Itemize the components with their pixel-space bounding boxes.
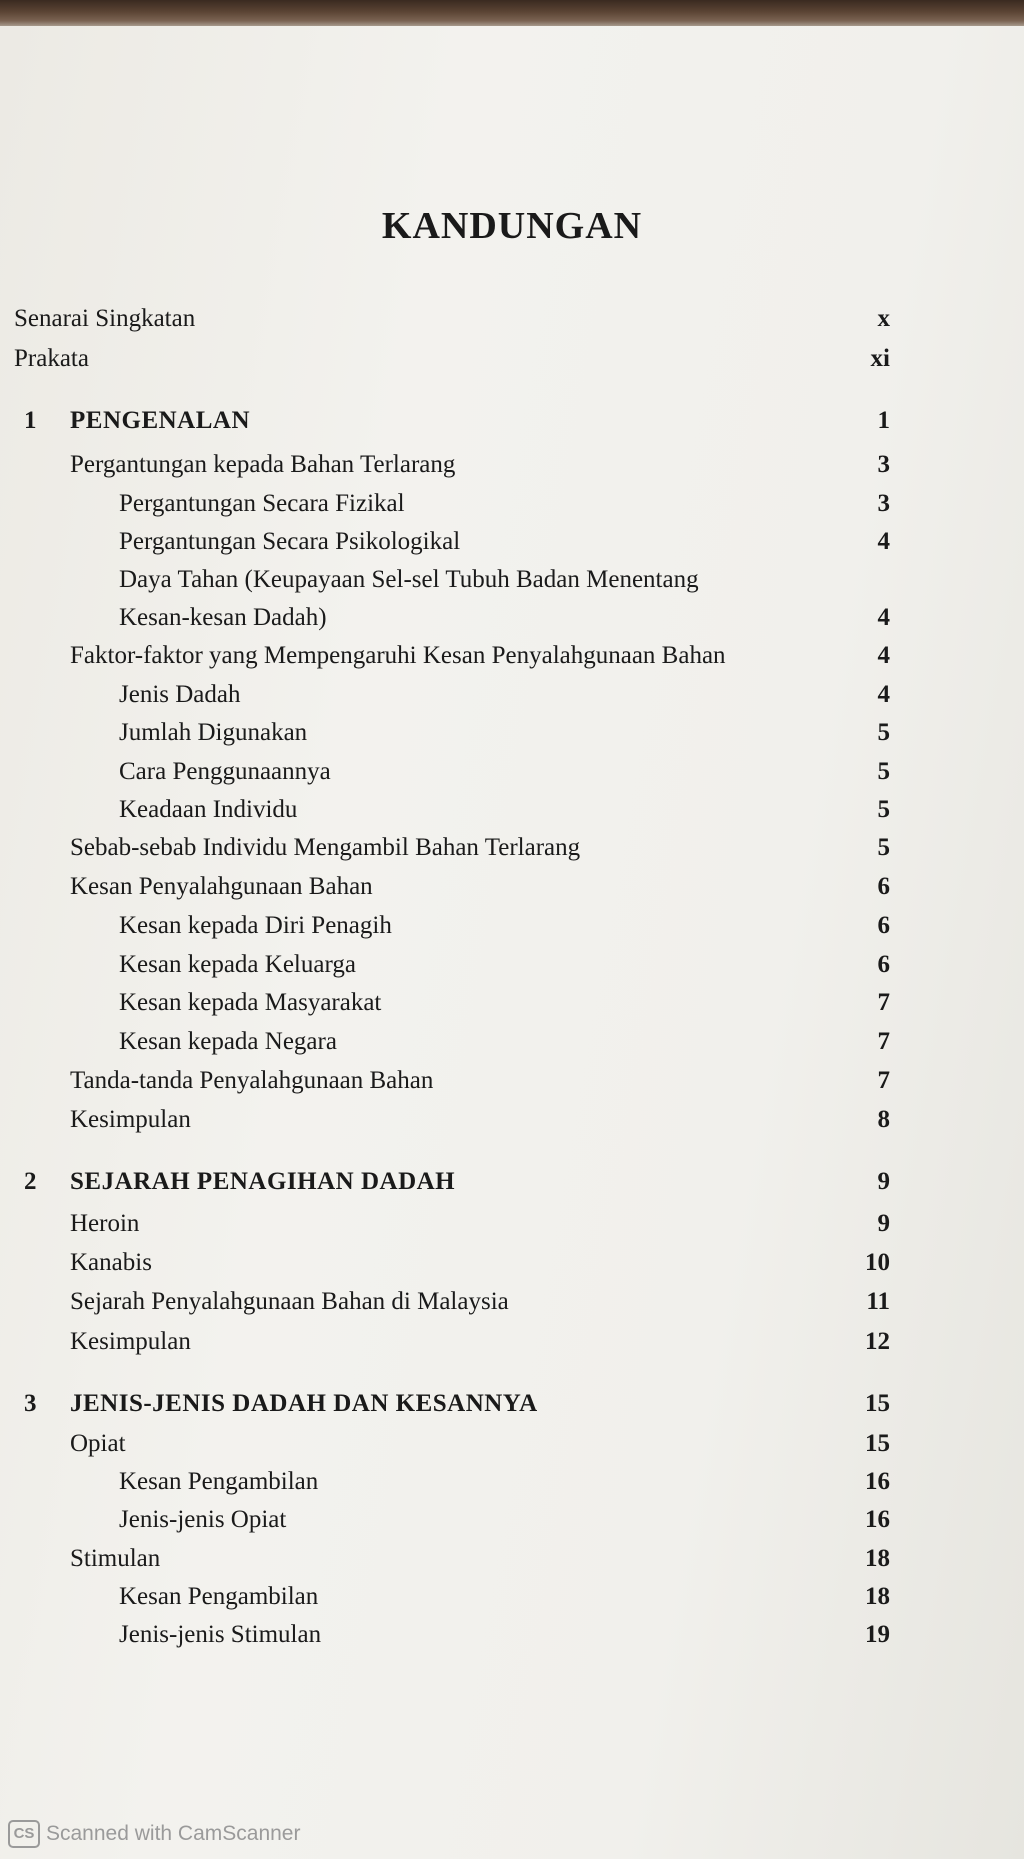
toc-page-number: 7 [877,1028,890,1055]
toc-entry: Kanabis [70,1249,152,1276]
toc-entry: Stimulan [70,1545,161,1572]
toc-subentry: Kesan Pengambilan [119,1468,319,1495]
toc-page-number: 6 [877,951,890,978]
toc-subentry: Kesan kepada Masyarakat [119,989,382,1016]
toc-page-number: 6 [877,912,890,939]
camscanner-logo-icon: CS [8,1820,40,1848]
toc-entry: Heroin [70,1210,140,1237]
toc-page-number: 4 [877,528,890,555]
toc-page-number: 3 [877,490,890,517]
toc-entry: Pergantungan kepada Bahan Terlarang [70,451,456,478]
scanner-watermark [8,1820,300,1848]
toc-subentry: Jenis Dadah [119,681,241,708]
toc-subentry: Jumlah Digunakan [119,719,308,746]
toc-page-number: 18 [865,1545,890,1572]
toc-page-number: 16 [865,1468,890,1495]
toc-subentry: Keadaan Individu [119,796,298,823]
toc-page-number: 6 [877,873,890,900]
toc-page-number: 4 [877,604,890,631]
toc-page-number: 5 [877,719,890,746]
toc-page-number: 8 [877,1106,890,1133]
toc-page-number: 7 [877,1067,890,1094]
toc-page-number: 18 [865,1583,890,1610]
toc-page-number: 7 [877,989,890,1016]
toc-subentry: Kesan kepada Negara [119,1028,337,1055]
toc-page-number: 5 [877,796,890,823]
toc-subentry: Daya Tahan (Keupayaan Sel-sel Tubuh Badan Menentang [119,566,699,593]
watermark-text: Scanned with CamScanner [46,1822,301,1845]
toc-page-number: 10 [865,1249,890,1276]
toc-page-number: 16 [865,1506,890,1533]
toc-page-number: 9 [877,1210,890,1237]
toc-entry: Sebab-sebab Individu Mengambil Bahan Terlarang [70,834,581,861]
toc-subentry: Jenis-jenis Stimulan [119,1621,322,1648]
chapter-number: 3 [24,1390,37,1417]
toc-page-number: 15 [865,1430,890,1457]
toc-page-number: 3 [877,451,890,478]
toc-subentry: Kesan Pengambilan [119,1583,319,1610]
toc-entry: Faktor-faktor yang Mempengaruhi Kesan Penyalahgunaan Bahan [70,642,726,669]
toc-page-number: 5 [877,834,890,861]
toc-front-senarai: Senarai Singkatan [14,305,196,332]
toc-page-number: xi [870,345,890,372]
toc-subentry: Kesan kepada Keluarga [119,951,356,978]
toc-page-number: 9 [877,1168,890,1195]
toc-entry: Kesimpulan [70,1328,191,1355]
toc-entry: Kesimpulan [70,1106,191,1133]
toc-entry: Tanda-tanda Penyalahgunaan Bahan [70,1067,434,1094]
toc-entry: Opiat [70,1430,126,1457]
book-edge-shadow [0,0,1024,26]
toc-page-number: 12 [865,1328,890,1355]
chapter-title: JENIS-JENIS DADAH DAN KESANNYA [70,1390,538,1417]
toc-entry: Kesan Penyalahgunaan Bahan [70,873,373,900]
toc-entry: Sejarah Penyalahgunaan Bahan di Malaysia [70,1288,509,1315]
chapter-number: 2 [24,1168,37,1195]
chapter-title: SEJARAH PENAGIHAN DADAH [70,1168,456,1195]
toc-subentry: Kesan kepada Diri Penagih [119,912,392,939]
toc-page-number: 19 [865,1621,890,1648]
toc-page-number: 11 [866,1288,890,1315]
toc-page-number: x [877,305,890,332]
toc-page-number: 1 [877,407,890,434]
toc-page-number: 15 [865,1390,890,1417]
toc-page-number: 5 [877,758,890,785]
toc-page-number: 4 [877,642,890,669]
toc-subentry: Pergantungan Secara Psikologikal [119,528,461,555]
toc-front-prakata: Prakata [14,345,89,372]
toc-subentry: Kesan-kesan Dadah) [119,604,327,631]
chapter-number: 1 [24,407,37,434]
page-title: KANDUNGAN [381,205,643,247]
chapter-title: PENGENALAN [70,407,251,434]
toc-page-number: 4 [877,681,890,708]
toc-subentry: Cara Penggunaannya [119,758,331,785]
toc-subentry: Pergantungan Secara Fizikal [119,490,405,517]
toc-subentry: Jenis-jenis Opiat [119,1506,287,1533]
